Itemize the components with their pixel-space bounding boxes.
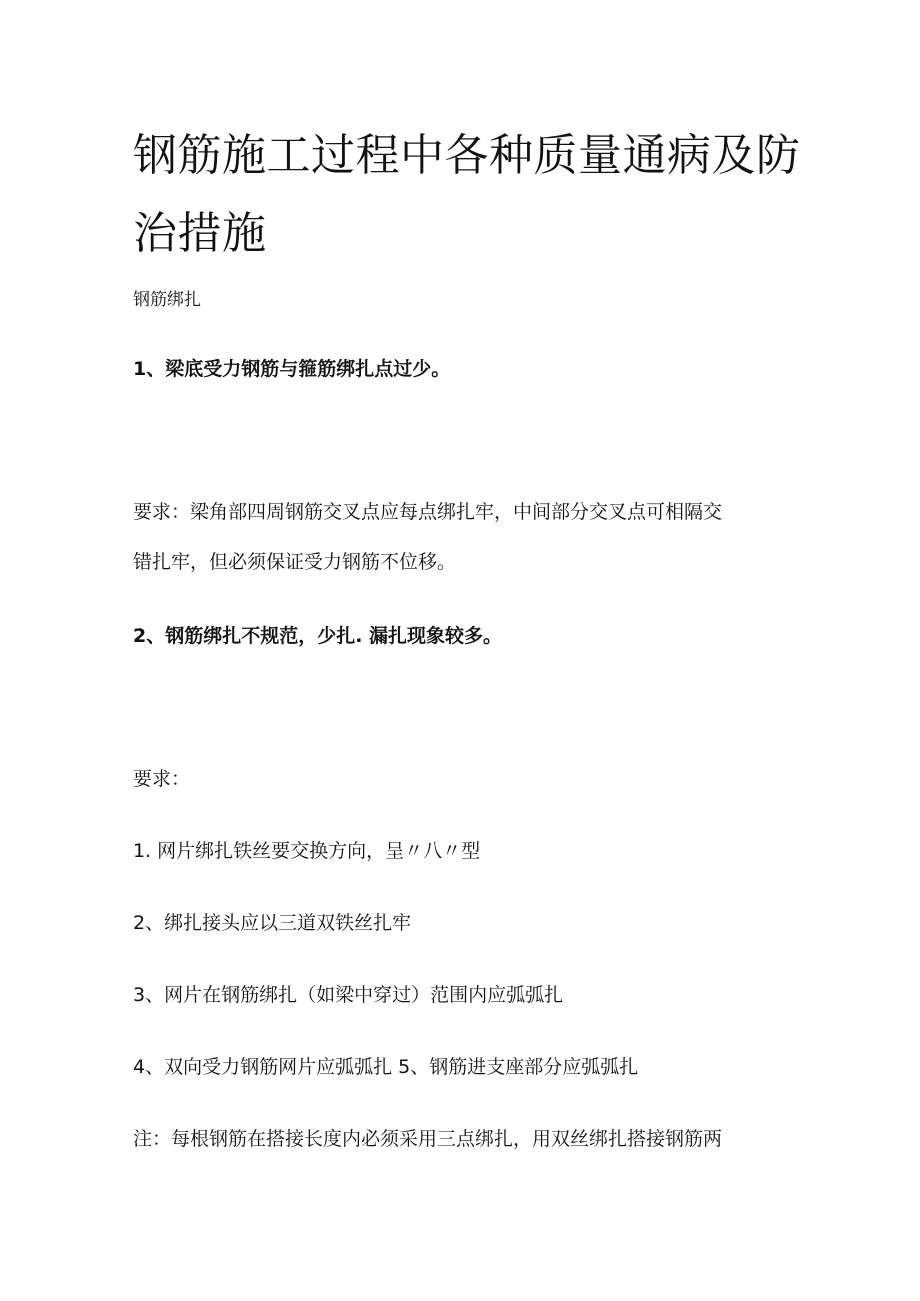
- item-1-requirement-line-2: 错扎牢，但必须保证受力钢筋不位移。: [133, 551, 457, 573]
- item-1-requirement-line-1: 要求：梁角部四周钢筋交叉点应每点绑扎牢，中间部分交叉点可相隔交: [133, 501, 723, 523]
- document-title-line-1: 钢筋施工过程中各种质量通病及防: [133, 130, 801, 181]
- note-paragraph: 注：每根钢筋在搭接长度内必须采用三点绑扎，用双丝绑扎搭接钢筋两: [133, 1128, 723, 1150]
- requirement-item-1: 1. 网片绑扎铁丝要交换方向，呈〃八〃型: [133, 840, 481, 862]
- requirement-item-3: 3、网片在钢筋绑扎（如梁中穿过）范围内应弧弧扎: [133, 984, 564, 1006]
- item-2-requirement-label: 要求：: [133, 768, 191, 790]
- requirement-item-4: 4、双向受力钢筋网片应弧弧扎 5、钢筋进支座部分应弧弧扎: [133, 1056, 639, 1078]
- item-1-heading: 1、梁底受力钢筋与箍筋绑扎点过少。: [133, 358, 451, 380]
- item-2-heading: 2、钢筋绑扎不规范，少扎. 漏扎现象较多。: [133, 625, 503, 647]
- section-title: 钢筋绑扎: [133, 290, 201, 310]
- document-title-line-2: 治措施: [133, 208, 267, 259]
- requirement-item-2: 2、绑扎接头应以三道双铁丝扎牢: [133, 912, 412, 934]
